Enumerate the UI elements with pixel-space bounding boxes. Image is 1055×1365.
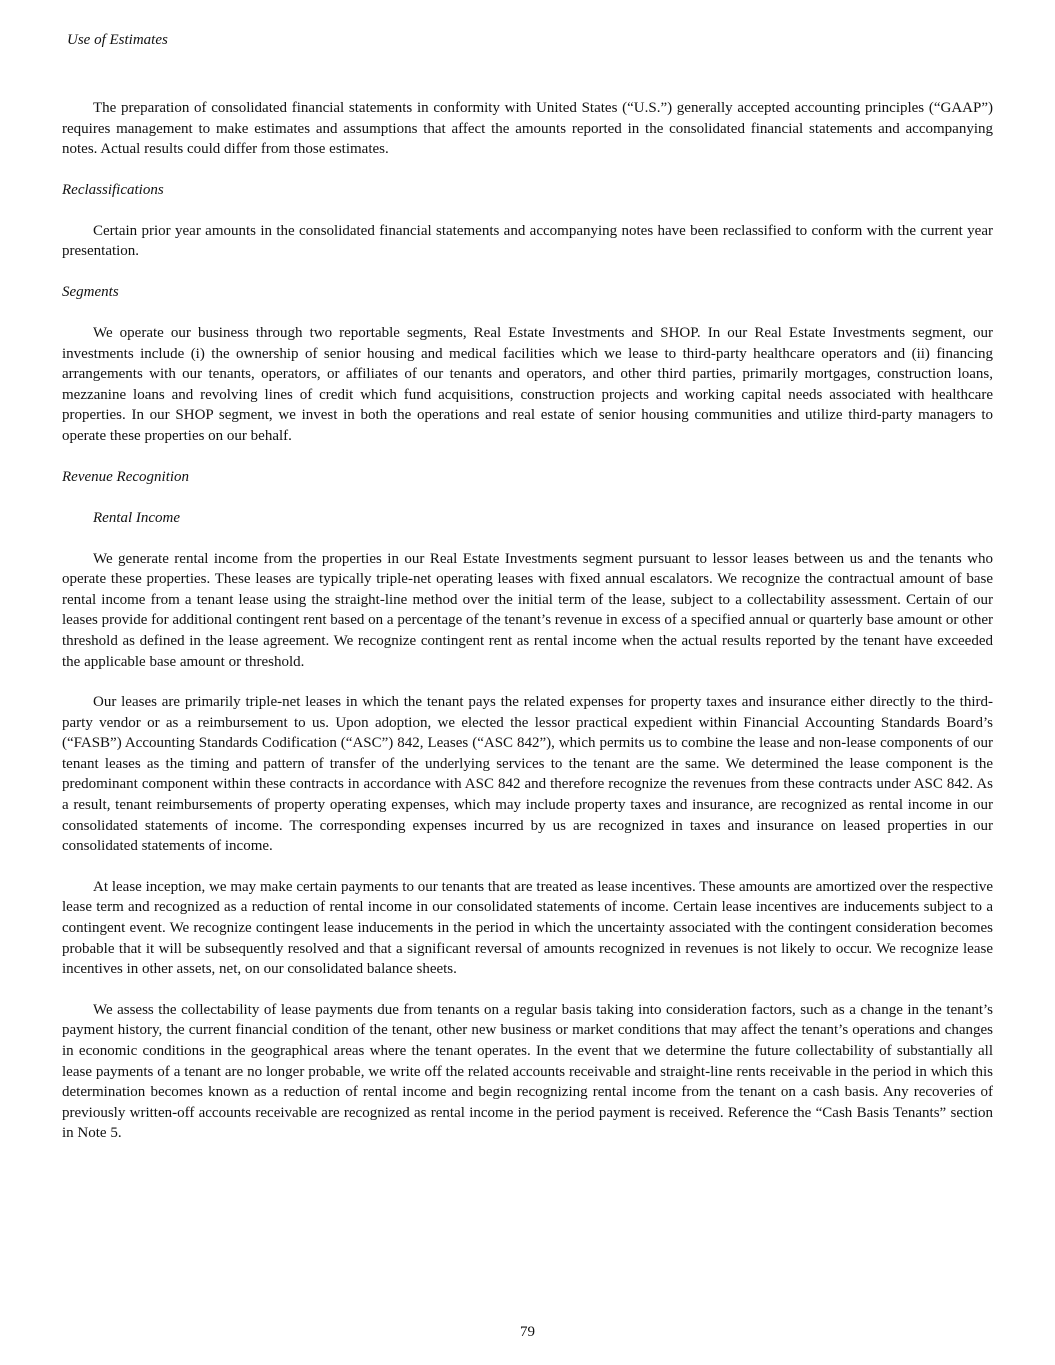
paragraph-rental-income-2: Our leases are primarily triple-net leases in which the tenant pays the related expenses for property taxes and insurance either directly to the third-party vendor or as a reimbursement to us. Upon adoption, we elected the lessor practical expedient within Financial Accounting Standards Board’s (“FASB”) Accounting Standards Codification (“ASC”) 842, Leases (“ASC 842”), which permits us to combine the lease and non-lease components of our tenant leases as the timing and pattern of transfer of the underlying services to the tenant are the same. We determined the lease component is the predominant component within these contracts in accordance with ASC 842 and therefore recognize the revenues from these contracts under ASC 842. As a result, tenant reimbursements of property operating expenses, which may include property taxes and insurance, are recognized as rental income in our consolidated statements of income. The corresponding expenses incurred by us are recognized in taxes and insurance on leased properties in our consolidated statements of income.	[62, 694, 993, 855]
heading-segments: Segments	[62, 283, 119, 300]
heading-reclassifications: Reclassifications	[62, 181, 164, 198]
paragraph-use-of-estimates: The preparation of consolidated financial statements in conformity with United States (“U.S.”) generally accepted accounting principles (“GAAP”) requires management to make estimates and assumptions that affect the amounts reported in the consolidated financial statements and accompanying notes. Actual results could differ from those estimates.	[62, 100, 993, 158]
paragraph-rental-income-1: We generate rental income from the properties in our Real Estate Investments segment pursuant to lessor leases between us and the tenants who operate these properties. These leases are typically triple-net operating leases with fixed annual escalators. We recognize the contractual amount of base rental income from a tenant lease using the straight-line method over the initial term of the lease, subject to a collectability assessment. Certain of our leases provide for additional contingent rent based on a percentage of the tenant’s revenue in excess of a specified annual or quarterly base amount or other threshold as defined in the lease agreement. We recognize contingent rent as rental income when the actual results reported by the tenant have exceeded the applicable base amount or threshold.	[62, 550, 993, 670]
paragraph-rental-income-3: At lease inception, we may make certain payments to our tenants that are treated as lease incentives. These amounts are amortized over the respective lease term and recognized as a reduction of rental income in our consolidated statements of income. Certain lease incentives are inducements subject to a contingent event. We recognize contingent lease inducements in the period in which the uncertainty associated with the contingent consideration becomes probable that it will be subsequently resolved and that a significant reversal of amounts recognized in revenues is not likely to occur. We recognize lease incentives in other assets, net, on our consolidated balance sheets.	[62, 878, 993, 978]
paragraph-reclassifications: Certain prior year amounts in the consolidated financial statements and accompanying notes have been reclassified to conform with the current year presentation.	[62, 222, 993, 260]
subheading-rental-income: Rental Income	[93, 509, 181, 526]
page-number: 79	[520, 1324, 535, 1340]
heading-revenue-recognition: Revenue Recognition	[62, 468, 190, 485]
paragraph-rental-income-4: We assess the collectability of lease payments due from tenants on a regular basis taking into consideration factors, such as a change in the tenant’s payment history, the current financial condition of the tenant, other new business or market conditions that may affect the tenant’s operations and changes in economic conditions in the geographical areas where the tenant operates. In the event that we determine the future collectability of substantially all lease payments of a tenant are no longer probable, we write off the related accounts receivable and straight-line rents receivable in the period in which this determination becomes known as a reduction of rental income and begin recognizing rental income from the tenant on a cash basis. Any recoveries of previously written-off accounts receivable are recognized as rental income in the period payment is received. Reference the “Cash Basis Tenants” section in Note 5.	[62, 1001, 993, 1142]
heading-use-of-estimates: Use of Estimates	[67, 32, 168, 48]
document-body	[62, 30, 993, 1144]
paragraph-segments: We operate our business through two reportable segments, Real Estate Investments and SHOP. In our Real Estate Investments segment, our investments include (i) the ownership of senior housing and medical facilities which we lease to third-party healthcare operators and (ii) financing arrangements with our tenants, operators, or affiliates of our tenants and operators, and other third parties, primarily mortgages, construction loans, mezzanine loans and revolving lines of credit which fund acquisitions, construction projects and working capital needs associated with healthcare properties. In our SHOP segment, we invest in both the operations and real estate of senior housing communities and utilize third-party managers to operate these properties on our behalf.	[62, 324, 993, 444]
